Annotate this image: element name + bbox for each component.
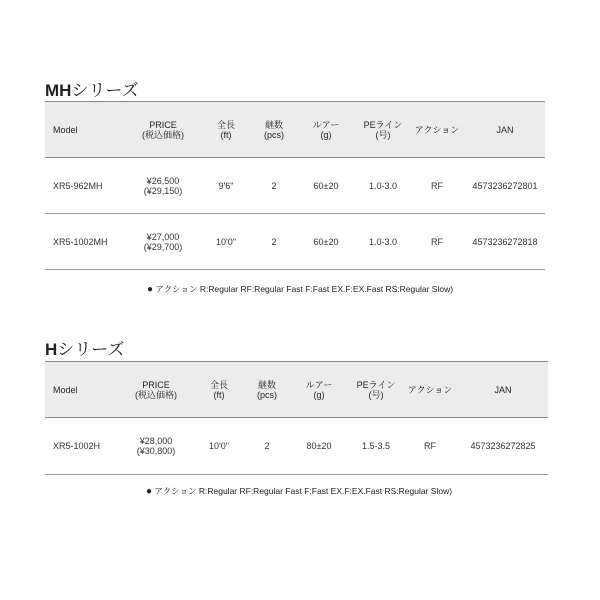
col-header-line: PEライン (号)	[350, 362, 402, 418]
legend-text: アクション R:Regular RF:Regular Fast F:Fast EX.F:EX.Fast RS:Regular Slow)	[154, 486, 453, 496]
series-title	[45, 335, 124, 360]
cell-model: XR5-1002MH	[45, 214, 127, 270]
table-row	[45, 158, 545, 214]
cell-price: ¥28,000 (¥30,800)	[120, 418, 192, 475]
cell-line: 1.5-3.5	[350, 418, 402, 475]
table-row	[45, 214, 545, 270]
series-code: MH	[45, 81, 72, 100]
col-header-action: アクション	[402, 362, 458, 418]
cell-price: ¥27,000 (¥29,700)	[127, 214, 199, 270]
col-header-lure: ルアー (g)	[288, 362, 350, 418]
cell-pieces: 2	[253, 214, 295, 270]
cell-line: 1.0-3.0	[357, 214, 409, 270]
col-header-lure: ルアー (g)	[295, 102, 357, 158]
spec-table	[45, 101, 545, 270]
cell-model: XR5-1002H	[45, 418, 120, 475]
col-header-length: 全長 (ft)	[192, 362, 246, 418]
col-header-jan: JAN	[465, 102, 545, 158]
cell-length: 10'0"	[199, 214, 253, 270]
action-legend	[146, 485, 452, 497]
col-header-pieces: 継数 (pcs)	[246, 362, 288, 418]
cell-lure: 60±20	[295, 158, 357, 214]
cell-pieces: 2	[246, 418, 288, 475]
cell-length: 9'6"	[199, 158, 253, 214]
table-header-row	[45, 102, 545, 158]
col-header-pieces: 継数 (pcs)	[253, 102, 295, 158]
legend-text: アクション R:Regular RF:Regular Fast F:Fast EX.F:EX.Fast RS:Regular Slow)	[155, 284, 454, 294]
cell-action: RF	[402, 418, 458, 475]
cell-jan: 4573236272801	[465, 158, 545, 214]
cell-action: RF	[409, 158, 465, 214]
cell-length: 10'0"	[192, 418, 246, 475]
cell-action: RF	[409, 214, 465, 270]
cell-price: ¥26,500 (¥29,150)	[127, 158, 199, 214]
cell-lure: 80±20	[288, 418, 350, 475]
col-header-price: PRICE (税込価格)	[127, 102, 199, 158]
col-header-action: アクション	[409, 102, 465, 158]
cell-model: XR5-962MH	[45, 158, 127, 214]
cell-line: 1.0-3.0	[357, 158, 409, 214]
series-suffix: シリーズ	[71, 81, 139, 100]
table-row	[45, 418, 548, 475]
col-header-model: Model	[45, 102, 127, 158]
spec-table	[45, 361, 548, 475]
series-code: H	[45, 340, 58, 359]
legend-bullet: ●	[147, 284, 154, 295]
cell-jan: 4573236272818	[465, 214, 545, 270]
series-title	[45, 76, 139, 101]
series-suffix: シリーズ	[57, 340, 125, 359]
cell-pieces: 2	[253, 158, 295, 214]
legend-bullet: ●	[146, 486, 153, 497]
col-header-length: 全長 (ft)	[199, 102, 253, 158]
cell-lure: 60±20	[295, 214, 357, 270]
table-header-row	[45, 362, 548, 418]
col-header-price: PRICE (税込価格)	[120, 362, 192, 418]
action-legend	[147, 283, 453, 295]
col-header-model: Model	[45, 362, 120, 418]
col-header-jan: JAN	[458, 362, 548, 418]
cell-jan: 4573236272825	[458, 418, 548, 475]
col-header-line: PEライン (号)	[357, 102, 409, 158]
